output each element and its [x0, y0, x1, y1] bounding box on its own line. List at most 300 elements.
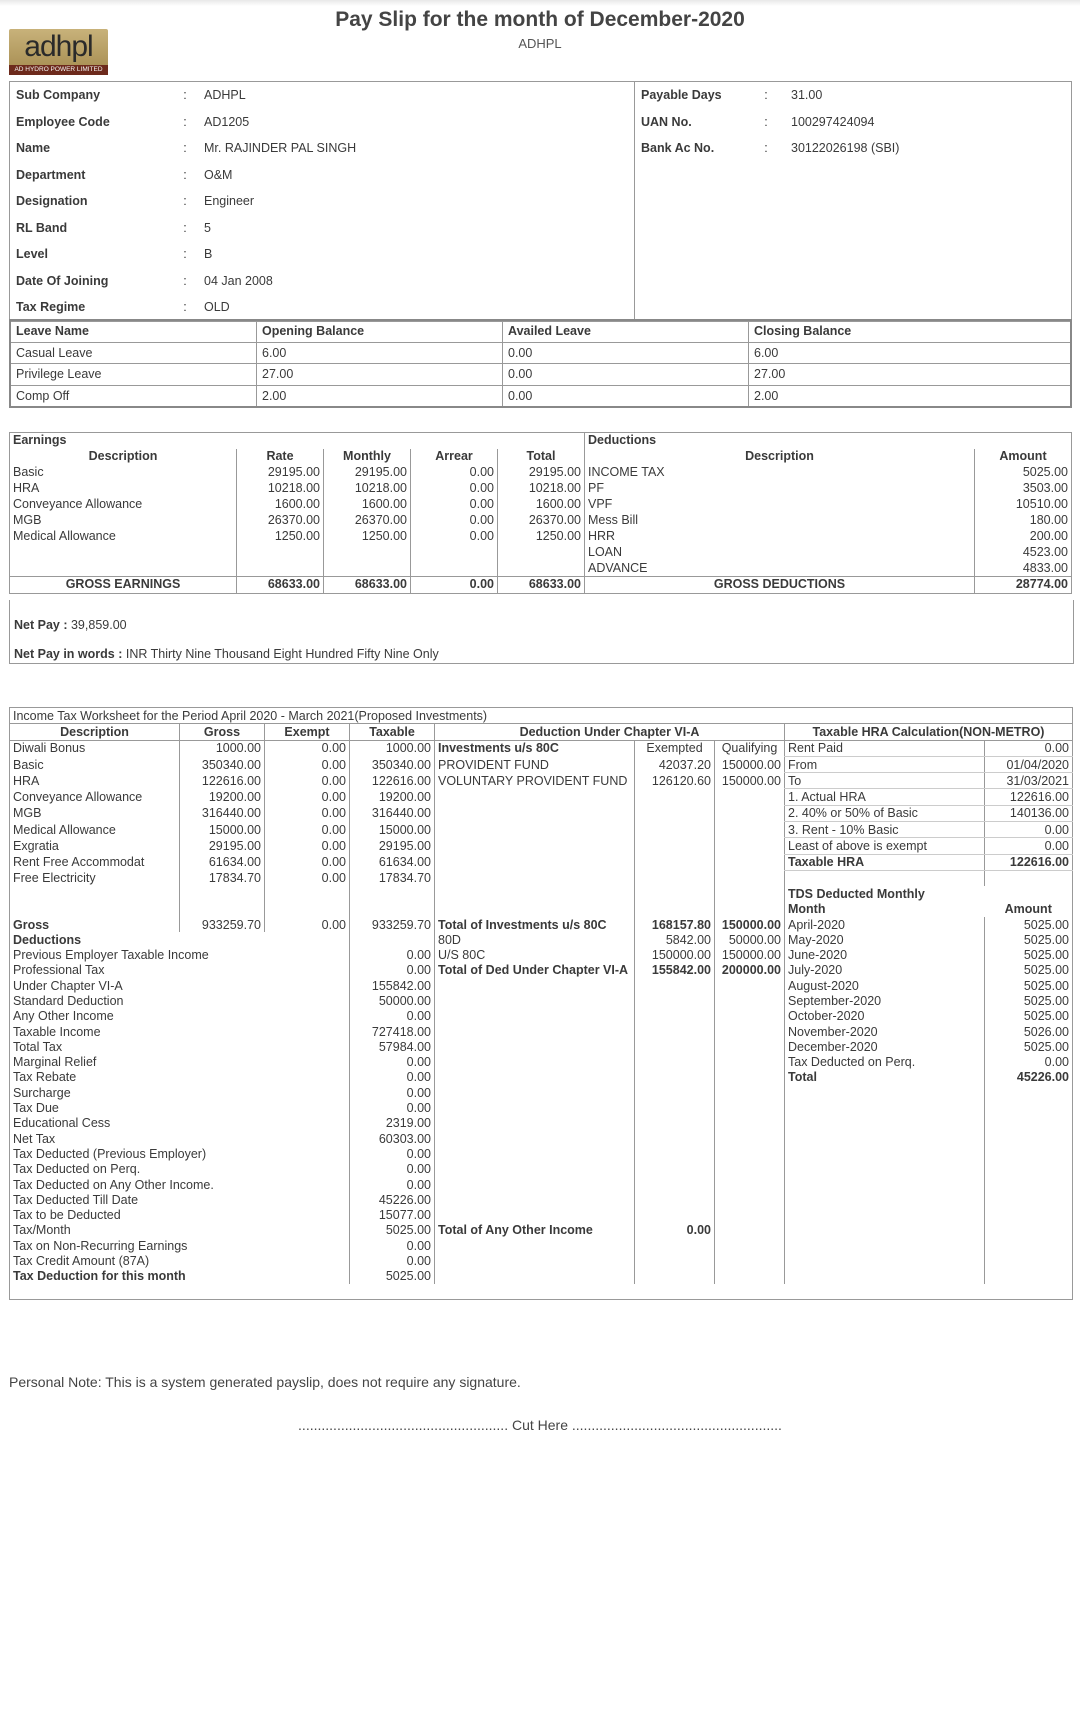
tax-income-cell: 0.00: [265, 854, 350, 870]
empty-cell: [635, 241, 742, 268]
tax-income-cell: 15000.00: [180, 822, 265, 838]
empty-cell: [741, 188, 785, 215]
info-colon: :: [183, 220, 187, 235]
tds-amount: 5025.00: [985, 932, 1073, 947]
tax-deduction-row: [10, 1116, 1073, 1131]
empty-cell: [715, 1269, 785, 1284]
empty-cell: [265, 886, 350, 901]
earnings-cell: Medical Allowance: [13, 528, 116, 543]
empty-cell: [324, 560, 411, 576]
earnings-section-header: [10, 433, 1072, 449]
empty-cell: [715, 822, 785, 838]
earnings-cell: HRA: [13, 481, 40, 496]
empty-cell: [741, 162, 785, 189]
tax-income-cell: 15000.00: [350, 822, 435, 838]
tds-month: October-2020: [785, 1009, 985, 1024]
tax-income-cell: 61634.00: [180, 854, 265, 870]
tax-deduction-value: 57984.00: [350, 1039, 435, 1054]
empty-cell: [715, 1085, 785, 1100]
leave-cell: Privilege Leave: [10, 364, 257, 386]
top-shadow: [0, 0, 1080, 6]
earnings-cell: 26370.00: [498, 512, 585, 528]
empty-cell: [985, 1162, 1073, 1177]
info-value: O&M: [198, 162, 635, 189]
earnings-cell: 10218.00: [498, 481, 585, 497]
tds-amount: 5025.00: [985, 1039, 1073, 1054]
tds-amount: 45226.00: [985, 1070, 1073, 1085]
tax-income-cell: 19200.00: [350, 789, 435, 805]
tax-income-cell: MGB: [13, 806, 42, 821]
empty-cell: [715, 1146, 785, 1161]
tds-amount: 5025.00: [985, 978, 1073, 993]
tax-header-row: [10, 724, 1073, 740]
tax-deduction-value: 0.00: [350, 1162, 435, 1177]
empty-cell: [715, 1055, 785, 1070]
empty-cell: [435, 1024, 635, 1039]
empty-cell: [350, 902, 435, 917]
empty-cell: [635, 1070, 715, 1085]
info-label: Name: [16, 141, 51, 156]
earnings-row: [10, 544, 1072, 560]
gross-earnings-value: 68633.00: [324, 577, 411, 594]
empty-cell: [785, 215, 1072, 242]
tds-month: April-2020: [785, 917, 985, 932]
empty-cell: [715, 1039, 785, 1054]
info-value: 30122026198 (SBI): [791, 141, 900, 156]
empty-cell: [785, 1116, 985, 1131]
empty-cell: [715, 1009, 785, 1024]
tax-deduction-value: 0.00: [350, 1146, 435, 1161]
earnings-cell: MGB: [13, 512, 42, 527]
empty-cell: [715, 1192, 785, 1207]
empty-cell: [741, 268, 785, 295]
info-label: Tax Regime: [16, 300, 86, 315]
leave-balance-table: [9, 319, 1072, 408]
tax-deduction-row: [10, 978, 1073, 993]
gross-deductions-label: GROSS DEDUCTIONS: [585, 577, 975, 594]
info-label: Payable Days: [641, 88, 722, 103]
earnings-cell: 0.00: [411, 481, 498, 497]
empty-cell: [985, 1238, 1073, 1253]
empty-cell: [715, 1131, 785, 1146]
hra-cell: 0.00: [985, 740, 1073, 756]
empty-cell: [785, 1269, 985, 1284]
earnings-cell: Basic: [13, 465, 44, 480]
other-income-value: 0.00: [635, 1223, 715, 1238]
tax-deduction-row: [10, 1009, 1073, 1024]
earnings-cell: 29195.00: [498, 465, 585, 481]
leave-column-header: Closing Balance: [749, 320, 1072, 342]
empty-cell: [985, 1269, 1073, 1284]
chapter-via-cell: 150000.00: [715, 756, 785, 772]
earnings-column-header: Monthly: [324, 449, 411, 465]
earnings-cell: 1250.00: [237, 528, 324, 544]
empty-cell: [715, 1238, 785, 1253]
tax-deduction-row: [10, 1100, 1073, 1115]
tds-amount: 5025.00: [985, 993, 1073, 1008]
tax-deduction-name: Any Other Income: [13, 1009, 114, 1024]
tax-deduction-value: 727418.00: [350, 1024, 435, 1039]
chapter-total-cell: Total of Ded Under Chapter VI-A: [435, 963, 635, 978]
tax-income-cell: 1000.00: [350, 740, 435, 756]
earnings-column-header: Arrear: [411, 449, 498, 465]
tax-income-cell: Basic: [13, 757, 44, 772]
tax-deduction-row: [10, 963, 1073, 978]
empty-cell: [715, 886, 785, 901]
empty-cell: [741, 215, 785, 242]
earnings-cell: Conveyance Allowance: [13, 497, 143, 511]
earnings-cell: 10218.00: [324, 481, 411, 497]
tax-deduction-name: Tax Deducted on Perq.: [13, 1162, 141, 1177]
earnings-column-header: Rate: [237, 449, 324, 465]
tds-month: September-2020: [785, 993, 985, 1008]
earnings-row: [10, 560, 1072, 576]
tax-deduction-name: Tax Deducted Till Date: [13, 1192, 139, 1207]
empty-cell: [10, 560, 237, 576]
empty-cell: [435, 1100, 635, 1115]
tds-month: Tax Deducted on Perq.: [785, 1055, 985, 1070]
empty-cell: [635, 838, 715, 854]
empty-cell: [785, 1100, 985, 1115]
tax-deduction-name: Professional Tax: [13, 963, 105, 978]
tax-deduction-row: [10, 1039, 1073, 1054]
empty-cell: [715, 789, 785, 805]
empty-cell: [435, 1162, 635, 1177]
deduction-amount: 4523.00: [975, 544, 1072, 560]
tax-income-row: [10, 805, 1073, 821]
empty-cell: [635, 188, 742, 215]
tax-income-cell: 122616.00: [180, 773, 265, 789]
earnings-deductions-table: [9, 432, 1072, 594]
info-value: AD1205: [198, 109, 635, 136]
empty-cell: [785, 1253, 985, 1268]
chapter-via-cell: 42037.20: [635, 756, 715, 772]
info-colon: :: [764, 114, 768, 129]
tax-deduction-row: [10, 1131, 1073, 1146]
chapter-via-cell: Qualifying: [715, 740, 785, 756]
empty-cell: [785, 1238, 985, 1253]
chapter-via-cell: 150000.00: [715, 773, 785, 789]
net-pay-words-value: INR Thirty Nine Thousand Eight Hundred Fifty Nine Only: [125, 647, 439, 661]
tax-income-row: [10, 740, 1073, 756]
empty-cell: [435, 1146, 635, 1161]
empty-cell: [635, 1039, 715, 1054]
empty-cell: [435, 1070, 635, 1085]
tds-amount: 5025.00: [985, 947, 1073, 962]
tax-income-cell: 0.00: [265, 838, 350, 854]
tax-income-cell: 316440.00: [180, 805, 265, 821]
tax-column-header: Taxable: [350, 724, 435, 740]
empty-cell: [785, 1131, 985, 1146]
empty-cell: [350, 932, 435, 947]
empty-cell: [635, 1208, 715, 1223]
empty-cell: [635, 993, 715, 1008]
tax-gross-cell: 933259.70: [350, 917, 435, 932]
tax-deduction-row: [10, 993, 1073, 1008]
info-value: 04 Jan 2008: [198, 268, 635, 295]
logo-wordmark: adhpl: [24, 30, 93, 63]
empty-cell: [715, 854, 785, 870]
earnings-column-header: Description: [88, 449, 158, 464]
earnings-column-header: Total: [498, 449, 585, 465]
empty-cell: [498, 560, 585, 576]
leave-header-row: [10, 320, 1071, 342]
empty-cell: [715, 1162, 785, 1177]
tds-month: June-2020: [785, 947, 985, 962]
tax-deduction-value: 0.00: [350, 1100, 435, 1115]
info-label: UAN No.: [641, 114, 692, 129]
tax-deduction-value: 0.00: [350, 1085, 435, 1100]
empty-cell: [635, 886, 715, 901]
info-value: 100297424094: [791, 114, 875, 129]
tax-title-row: [10, 708, 1073, 724]
leave-cell: 27.00: [257, 364, 503, 386]
earnings-cell: 0.00: [411, 465, 498, 481]
empty-cell: [635, 1131, 715, 1146]
empty-cell: [324, 544, 411, 560]
earnings-row: [10, 528, 1072, 544]
deduction-name: PF: [585, 481, 975, 497]
empty-cell: [237, 560, 324, 576]
tax-income-row: [10, 902, 1073, 917]
info-label: RL Band: [16, 220, 68, 235]
empty-cell: [435, 1055, 635, 1070]
empty-cell: [715, 1177, 785, 1192]
tax-deduction-value: 0.00: [350, 1238, 435, 1253]
tax-income-cell: 0.00: [265, 805, 350, 821]
empty-cell: [435, 1177, 635, 1192]
tax-deduction-name: Tax Deduction for this month: [13, 1269, 186, 1284]
empty-cell: [411, 544, 498, 560]
empty-cell: [635, 978, 715, 993]
leave-column-header: Availed Leave: [503, 320, 749, 342]
empty-cell: [715, 1100, 785, 1115]
deduction-amount: 180.00: [975, 512, 1072, 528]
earnings-cell: 29195.00: [237, 465, 324, 481]
empty-cell: [635, 854, 715, 870]
empty-cell: [435, 993, 635, 1008]
empty-cell: [785, 870, 985, 886]
tax-income-cell: 29195.00: [180, 838, 265, 854]
tax-deduction-name: Previous Employer Taxable Income: [13, 948, 209, 963]
tax-deduction-name: Tax Deducted on Any Other Income.: [13, 1177, 214, 1192]
empty-cell: [635, 1009, 715, 1024]
info-colon: :: [183, 194, 187, 209]
empty-cell: [435, 1009, 635, 1024]
empty-cell: [10, 544, 237, 560]
empty-cell: [785, 268, 1072, 295]
tax-income-row: [10, 789, 1073, 805]
chapter-via-header: Deduction Under Chapter VI-A: [435, 724, 785, 740]
tax-deduction-name: Tax Due: [13, 1101, 59, 1116]
hra-cell: 122616.00: [985, 789, 1073, 805]
info-colon: :: [764, 141, 768, 156]
empty-cell: [635, 822, 715, 838]
deduction-amount: 200.00: [975, 528, 1072, 544]
tax-deduction-value: 0.00: [350, 1009, 435, 1024]
tds-month: August-2020: [785, 978, 985, 993]
chapter-via-cell: 50000.00: [715, 932, 785, 947]
tax-deduction-value: 0.00: [350, 947, 435, 962]
tax-deduction-value: 0.00: [350, 963, 435, 978]
other-income-label: Total of Any Other Income: [435, 1223, 635, 1238]
hra-cell: 0.00: [985, 822, 1073, 838]
info-value: ADHPL: [198, 82, 635, 109]
tax-deduction-row: [10, 1085, 1073, 1100]
empty-cell: [985, 1208, 1073, 1223]
tax-income-cell: 61634.00: [350, 854, 435, 870]
deduction-amount: 4833.00: [975, 560, 1072, 576]
info-value: OLD: [198, 294, 635, 321]
empty-cell: [435, 1085, 635, 1100]
empty-cell: [435, 870, 635, 886]
leave-cell: 0.00: [503, 342, 749, 364]
empty-cell: [498, 544, 585, 560]
leave-cell: Comp Off: [10, 385, 257, 407]
tds-month: Total: [785, 1070, 985, 1085]
tax-income-cell: 19200.00: [180, 789, 265, 805]
empty-cell: [715, 1253, 785, 1268]
empty-cell: [435, 854, 635, 870]
info-colon: :: [183, 167, 187, 182]
info-colon: :: [183, 300, 187, 315]
tax-income-cell: 350340.00: [180, 756, 265, 772]
tax-income-cell: 29195.00: [350, 838, 435, 854]
tax-deduction-value: 0.00: [350, 1055, 435, 1070]
tax-deduction-name: Tax Credit Amount (87A): [13, 1254, 150, 1269]
empty-cell: [180, 886, 265, 901]
empty-cell: [715, 1070, 785, 1085]
empty-cell: [715, 1116, 785, 1131]
tax-deduction-name: Tax Rebate: [13, 1070, 77, 1085]
net-pay: [14, 618, 127, 632]
net-pay-words: [14, 647, 439, 661]
gross-row: [10, 577, 1072, 594]
deduction-amount: 10510.00: [975, 497, 1072, 513]
empty-cell: [635, 1146, 715, 1161]
tax-column-header: Exempt: [265, 724, 350, 740]
empty-cell: [985, 1131, 1073, 1146]
employee-info-row: [10, 294, 1072, 321]
empty-cell: [435, 822, 635, 838]
tax-deductions-label-row: [10, 932, 1073, 947]
cut-here-line: ...................................................... Cut Here ......................................................: [298, 1417, 782, 1433]
employee-info-row: [10, 82, 1072, 109]
tax-deduction-name: Tax on Non-Recurring Earnings: [13, 1238, 188, 1253]
personal-note: Personal Note: This is a system generated payslip, does not require any signature.: [9, 1374, 521, 1390]
hra-header: Taxable HRA Calculation(NON-METRO): [785, 724, 1073, 740]
leave-row: [10, 364, 1071, 386]
leave-cell: 0.00: [503, 385, 749, 407]
empty-cell: [635, 1024, 715, 1039]
info-label: Department: [16, 167, 86, 182]
empty-cell: [715, 993, 785, 1008]
tax-income-row: [10, 870, 1073, 886]
gross-earnings-value: 0.00: [411, 577, 498, 594]
tax-deduction-name: Standard Deduction: [13, 993, 124, 1008]
leave-cell: 27.00: [749, 364, 1072, 386]
empty-cell: [785, 241, 1072, 268]
tax-deductions-label: Deductions: [13, 932, 82, 947]
empty-cell: [785, 188, 1072, 215]
empty-cell: [715, 805, 785, 821]
tax-deduction-row: [10, 1192, 1073, 1207]
empty-cell: [237, 544, 324, 560]
leave-cell: Casual Leave: [10, 342, 257, 364]
chapter-via-cell: 150000.00: [635, 947, 715, 962]
empty-cell: [635, 1253, 715, 1268]
tax-worksheet-title: Income Tax Worksheet for the Period April 2020 - March 2021(Proposed Investments): [10, 708, 1073, 724]
tax-deduction-name: Educational Cess: [13, 1116, 111, 1131]
earnings-cell: 26370.00: [324, 512, 411, 528]
tax-deduction-row: [10, 1177, 1073, 1192]
empty-cell: [435, 1238, 635, 1253]
empty-cell: [435, 978, 635, 993]
tax-deduction-row: [10, 947, 1073, 962]
tax-income-row: [10, 756, 1073, 772]
empty-cell: [785, 1192, 985, 1207]
empty-cell: [435, 789, 635, 805]
tax-deduction-row: [10, 1055, 1073, 1070]
empty-cell: [180, 902, 265, 917]
empty-cell: [635, 1177, 715, 1192]
earnings-cell: 1600.00: [498, 497, 585, 513]
empty-cell: [10, 886, 180, 901]
empty-cell: [985, 1253, 1073, 1268]
tax-deduction-value: 0.00: [350, 1070, 435, 1085]
tax-deduction-value: 50000.00: [350, 993, 435, 1008]
tax-income-cell: 1000.00: [180, 740, 265, 756]
tax-column-header: Gross: [180, 724, 265, 740]
tax-income-cell: Exgratia: [13, 839, 59, 854]
empty-cell: [715, 1024, 785, 1039]
tax-income-cell: Free Electricity: [13, 871, 96, 886]
empty-cell: [785, 162, 1072, 189]
empty-cell: [635, 789, 715, 805]
chapter-total-cell: 200000.00: [715, 963, 785, 978]
empty-cell: [785, 1085, 985, 1100]
info-label: Bank Ac No.: [641, 141, 715, 156]
deduction-amount: 5025.00: [975, 465, 1072, 481]
earnings-cell: 1250.00: [324, 528, 411, 544]
tax-deduction-row: [10, 1208, 1073, 1223]
tds-column-header: Amount: [1004, 902, 1052, 917]
empty-cell: [635, 162, 742, 189]
info-colon: :: [764, 88, 768, 103]
tds-month: May-2020: [785, 932, 985, 947]
tax-income-cell: 0.00: [265, 756, 350, 772]
empty-cell: [635, 215, 742, 242]
chapter-total-cell: 155842.00: [635, 963, 715, 978]
tax-income-cell: 0.00: [265, 870, 350, 886]
empty-cell: [985, 1192, 1073, 1207]
tds-month: July-2020: [785, 963, 985, 978]
deduction-name: INCOME TAX: [585, 465, 975, 481]
empty-cell: [635, 1116, 715, 1131]
company-subtitle: ADHPL: [518, 36, 562, 51]
tax-deduction-value: 5025.00: [350, 1269, 435, 1284]
empty-cell: [350, 886, 435, 901]
earnings-column-headers: [10, 449, 1072, 465]
gross-earnings-value: 68633.00: [498, 577, 585, 594]
empty-cell: [635, 1269, 715, 1284]
hra-cell: 3. Rent - 10% Basic: [785, 822, 985, 838]
gross-earnings-label: GROSS EARNINGS: [10, 577, 237, 594]
empty-cell: [635, 805, 715, 821]
chapter-via-cell: Investments u/s 80C: [435, 740, 635, 756]
empty-cell: [985, 1146, 1073, 1161]
tax-deduction-row: [10, 1146, 1073, 1161]
